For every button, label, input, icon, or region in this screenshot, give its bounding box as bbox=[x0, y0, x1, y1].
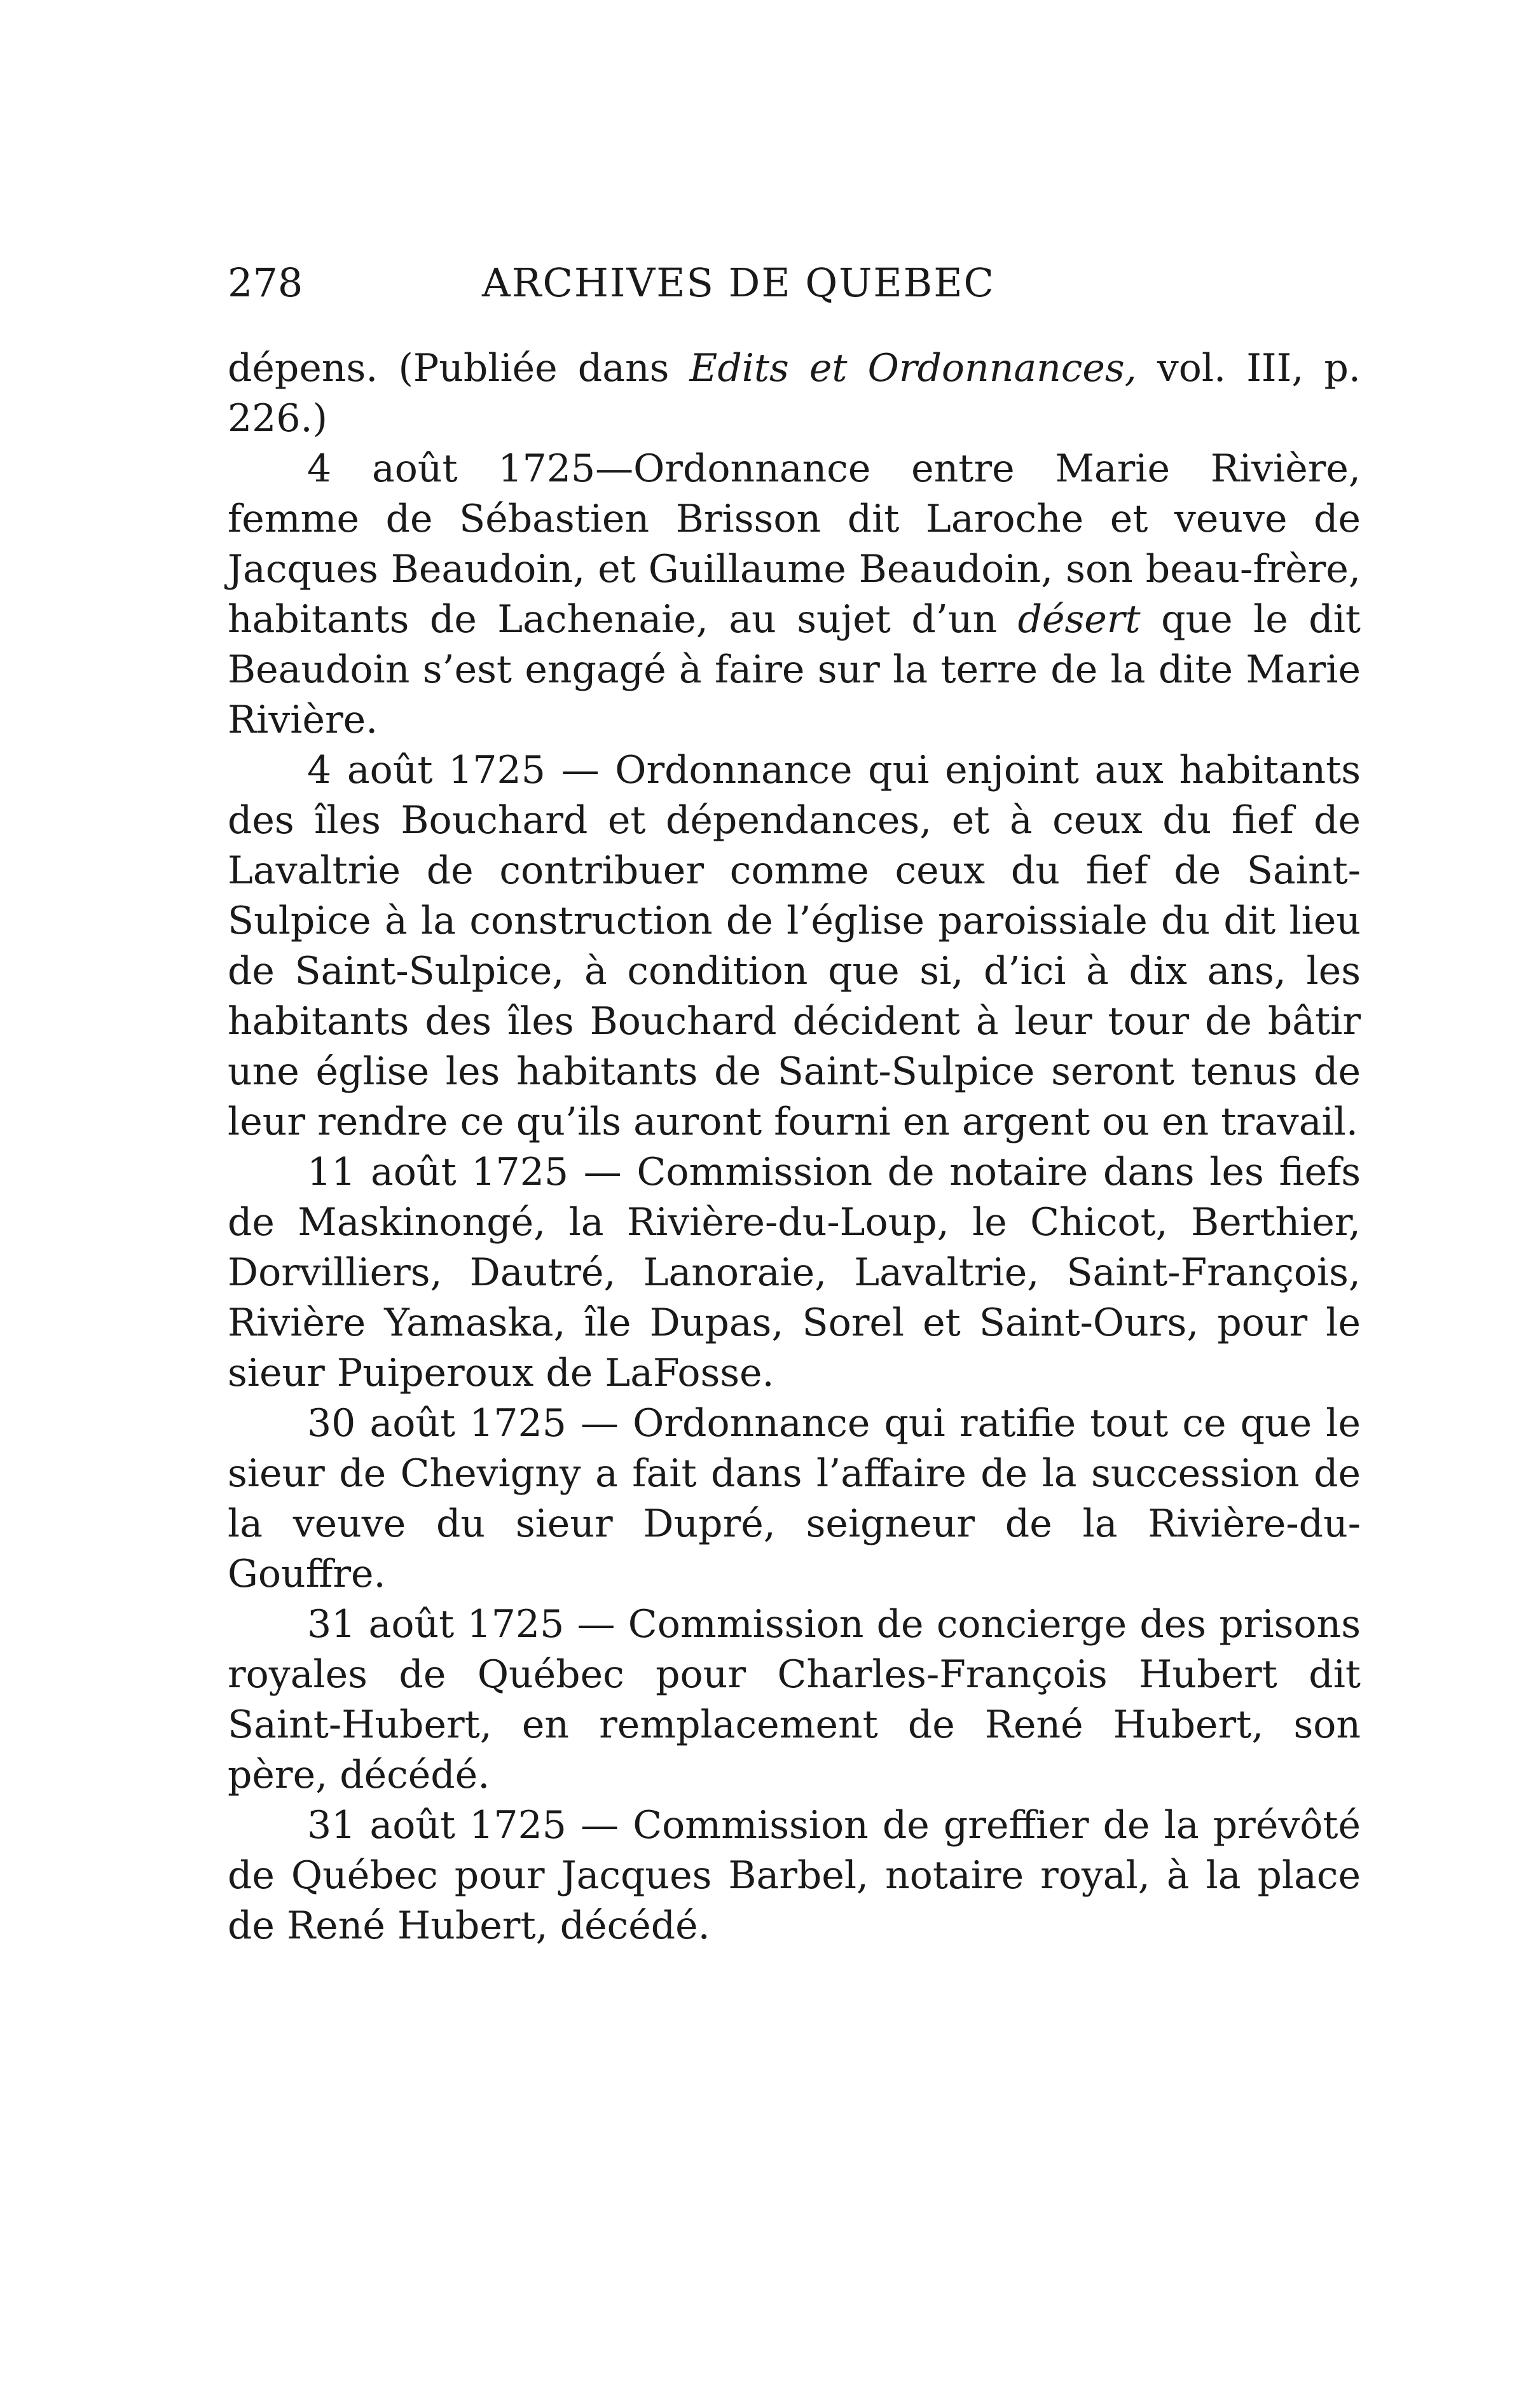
entry-continuation bbox=[228, 343, 1361, 444]
entry-1725-08-04-a bbox=[228, 444, 1361, 745]
page-number: 278 bbox=[228, 259, 303, 306]
entry-1725-08-31-b: 31 août 1725 — Commission de greffier de la prévôté de Québec pour Jacques Barbel, notaire royal, à la place de René Hubert, décédé. bbox=[228, 1803, 1361, 1948]
entry-text: dépens. (Publiée dans bbox=[228, 346, 690, 390]
entry-text: vol. III, p. 226.) bbox=[228, 346, 1361, 441]
entry-1725-08-30: 30 août 1725 — Ordonnance qui ratifie tout ce que le sieur de Chevigny a fait dans l’affaire de la succession de la veuve du sieur Dupré, seigneur de la Rivière-du-Gouffre. bbox=[228, 1401, 1361, 1596]
entry-1725-08-11: 11 août 1725 — Commission de notaire dans les fiefs de Maskinongé, la Rivière-du-Loup, le Chicot, Berthier, Dorvilliers, Dautré, Lanoraie, Lavaltrie, Saint-François, Rivière Yamaska, île Dupas, Sorel et Saint-Ours, pour le sieur Puiperoux de LaFosse. bbox=[228, 1150, 1361, 1395]
italic-title: Edits et Ordonnances, bbox=[689, 346, 1137, 390]
italic-term: désert bbox=[1017, 597, 1141, 642]
running-title: ARCHIVES DE QUEBEC bbox=[482, 259, 995, 306]
entry-1725-08-04-b: 4 août 1725 — Ordonnance qui enjoint aux habitants des îles Bouchard et dépendances, et à ceux du fief de Lavaltrie de contribuer comme ceux du fief de Saint-Sulpice à la construction de l’église paroissiale du dit lieu de Saint-Sulpice, à condition que si, d’ici à dix ans, les habitants des îles Bouchard décident à leur tour de bâtir une église les habitants de Saint-Sulpice seront tenus de leur rendre ce qu’ils auront fourni en argent ou en travail. bbox=[228, 748, 1361, 1144]
body-text bbox=[228, 343, 1361, 1951]
entry-text: 4 août 1725—Ordonnance entre Marie Rivière, femme de Sébastien Brisson dit Laroche et veuve de Jacques Beaudoin, et Guillaume Beaudoin, son beau-frère, habitants de Lachenaie, au sujet d’un bbox=[228, 446, 1361, 642]
entry-text: que le dit Beaudoin s’est engagé à faire sur la terre de la dite Marie Rivière. bbox=[228, 597, 1361, 742]
entry-1725-08-31-a: 31 août 1725 — Commission de concierge des prisons royales de Québec pour Charles-François Hubert dit Saint-Hubert, en remplacement de René Hubert, son père, décédé. bbox=[228, 1602, 1361, 1797]
running-head bbox=[228, 254, 1361, 312]
